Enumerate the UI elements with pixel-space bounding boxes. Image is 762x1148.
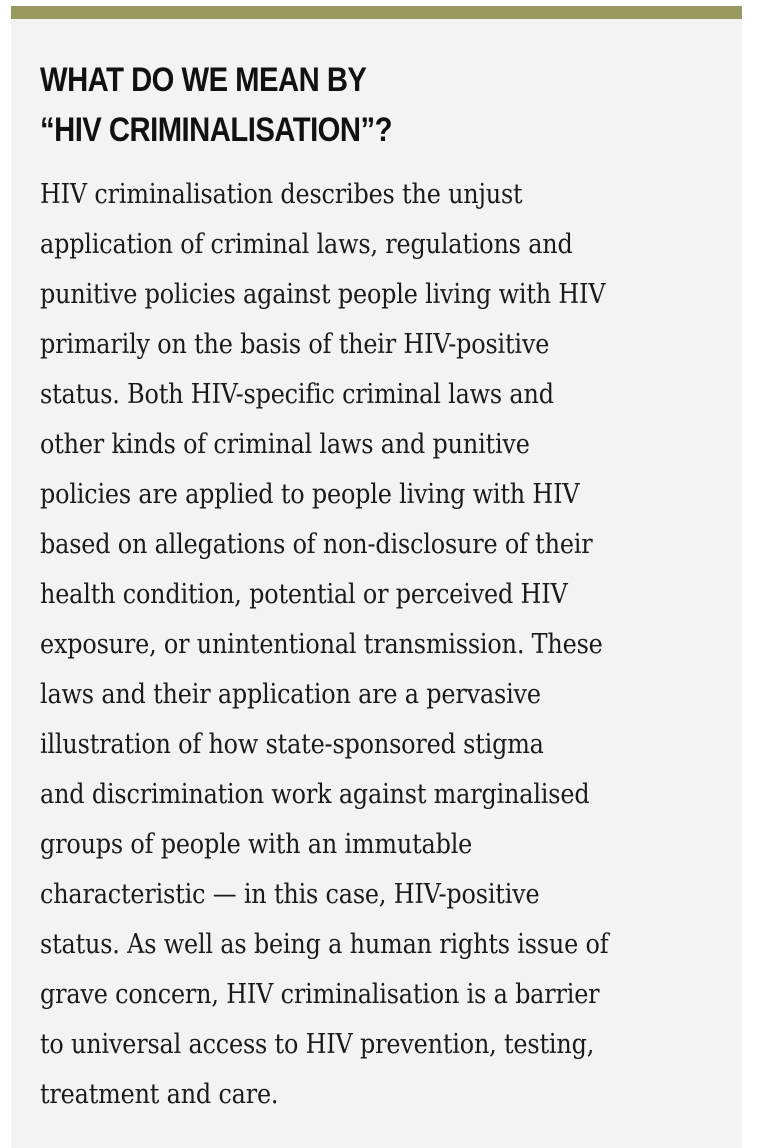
- paragraph-line: grave concern, HIV criminalisation is a barrier: [40, 979, 600, 1010]
- top-accent-rule: [11, 6, 742, 19]
- definition-paragraph: [40, 170, 608, 1120]
- paragraph-line: health condition, potential or perceived HIV: [40, 579, 568, 610]
- paragraph-line: laws and their application are a pervasive: [40, 679, 541, 710]
- paragraph-line: and discrimination work against marginalised: [40, 779, 590, 810]
- heading-line: “HIV CRIMINALISATION”?: [40, 111, 392, 149]
- paragraph-line: application of criminal laws, regulations and: [40, 229, 573, 260]
- paragraph-line: HIV criminalisation describes the unjust: [40, 179, 523, 210]
- paragraph-line: illustration of how state-sponsored stigma: [40, 729, 544, 760]
- paragraph-line: based on allegations of non-disclosure of their: [40, 529, 593, 560]
- definition-box: [11, 19, 742, 1148]
- paragraph-line: groups of people with an immutable: [40, 829, 473, 860]
- paragraph-line: treatment and care.: [40, 1079, 279, 1110]
- paragraph-line: to universal access to HIV prevention, testing,: [40, 1029, 595, 1060]
- paragraph-line: characteristic — in this case, HIV-positive: [40, 879, 540, 910]
- paragraph-line: status. As well as being a human rights issue of: [40, 929, 609, 960]
- paragraph-line: other kinds of criminal laws and punitive: [40, 429, 530, 460]
- paragraph-line: punitive policies against people living with HIV: [40, 279, 606, 310]
- paragraph-line: exposure, or unintentional transmission. These: [40, 629, 603, 660]
- box-heading: [40, 55, 633, 155]
- paragraph-line: policies are applied to people living with HIV: [40, 479, 580, 510]
- heading-line: WHAT DO WE MEAN BY: [40, 61, 367, 99]
- paragraph-line: primarily on the basis of their HIV-positive: [40, 329, 550, 360]
- paragraph-line: status. Both HIV-specific criminal laws and: [40, 379, 554, 410]
